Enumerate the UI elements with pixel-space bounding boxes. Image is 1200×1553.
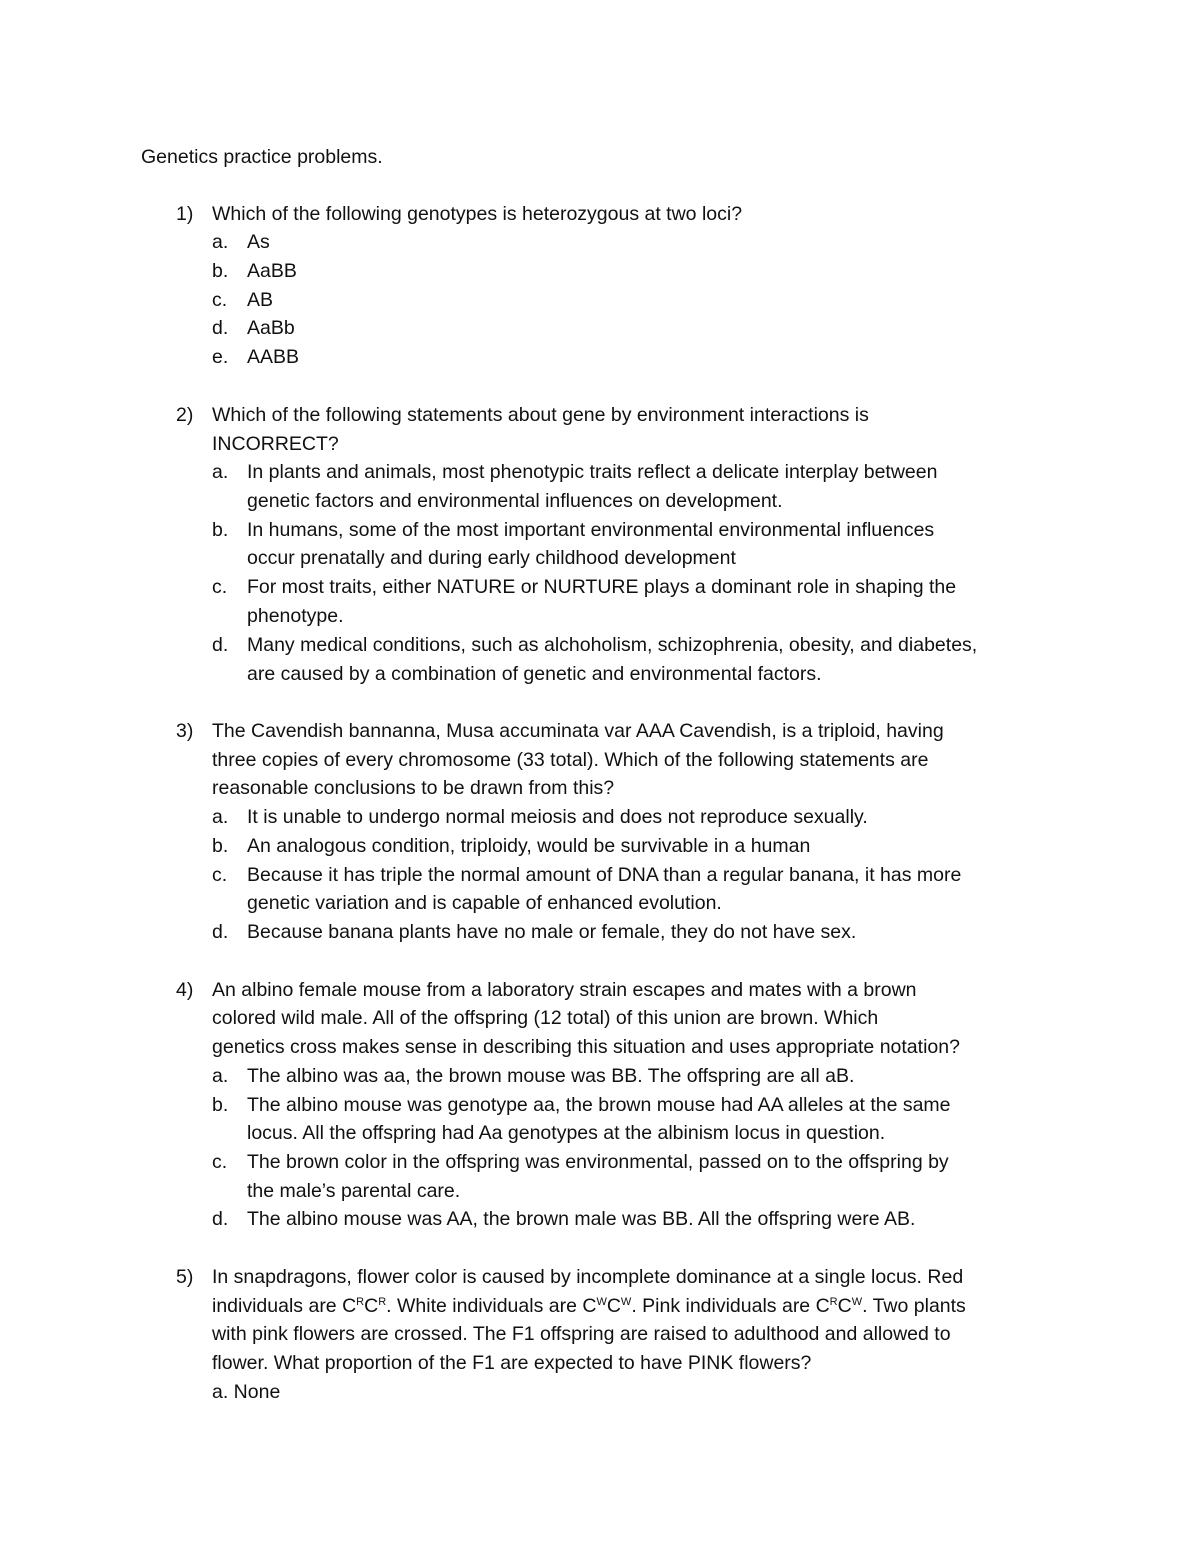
option-text: An analogous condition, triploidy, would be survivable in a human: [247, 835, 811, 857]
question-number: 3): [176, 720, 194, 742]
genotype-white: $C^WC^W$: [582, 1295, 632, 1317]
question-text: An albino female mouse from a laboratory strain escapes and mates with a brown: [212, 979, 917, 1001]
question-text: three copies of every chromosome (33 total). Which of the following statements are: [212, 749, 929, 771]
option-letter: b.: [212, 519, 229, 541]
option-letter: b.: [212, 1094, 229, 1116]
option-letter: b.: [212, 260, 229, 282]
option-text: a. None: [212, 1381, 281, 1403]
option-text: AaBb: [247, 317, 295, 339]
option-letter: a.: [212, 1065, 229, 1087]
option-letter: a.: [212, 806, 229, 828]
option-text: For most traits, either NATURE or NURTURE plays a dominant role in shaping the: [247, 576, 957, 598]
option-text: locus. All the offspring had Aa genotypes at the albinism locus in question.: [247, 1122, 886, 1144]
question-text: reasonable conclusions to be drawn from this?: [212, 777, 615, 799]
question-text: genetics cross makes sense in describing this situation and uses appropriate notation?: [212, 1036, 960, 1058]
question-number: 5): [176, 1266, 194, 1288]
question-text: flower. What proportion of the F1 are expected to have PINK flowers?: [212, 1352, 812, 1374]
option-text: AABB: [247, 346, 300, 368]
question-number: 1): [176, 203, 194, 225]
option-letter: e.: [212, 346, 229, 368]
option-letter: c.: [212, 576, 228, 598]
question-text: The Cavendish bannanna, Musa accuminata var AAA Cavendish, is a triploid, having: [212, 720, 944, 742]
option-text: phenotype.: [247, 605, 344, 627]
option-text: As: [247, 231, 270, 253]
option-letter: d.: [212, 317, 229, 339]
option-letter: d.: [212, 634, 229, 656]
option-text: AaBB: [247, 260, 297, 282]
option-text: genetic factors and environmental influences on development.: [247, 490, 783, 512]
genotype-red: $C^RC^R$: [342, 1295, 387, 1317]
document-title: Genetics practice problems.: [141, 146, 383, 168]
option-text: genetic variation and is capable of enhanced evolution.: [247, 892, 722, 914]
question-text-genotypes: individuals are $C^RC^R$. White individuals are $C^WC^W$. Pink individuals are $C^RC^W$. Two plants: [212, 1295, 966, 1317]
option-text: Because banana plants have no male or female, they do not have sex.: [247, 921, 857, 943]
option-letter: a.: [212, 231, 229, 253]
question-text: with pink flowers are crossed. The F1 offspring are raised to adulthood and allowed to: [212, 1323, 951, 1345]
option-text: Because it has triple the normal amount of DNA than a regular banana, it has more: [247, 864, 962, 886]
option-letter: b.: [212, 835, 229, 857]
option-text: It is unable to undergo normal meiosis and does not reproduce sexually.: [247, 806, 868, 828]
option-letter: d.: [212, 1208, 229, 1230]
option-text: occur prenatally and during early childhood development: [247, 547, 736, 569]
question-number: 2): [176, 404, 194, 426]
question-text: colored wild male. All of the offspring (12 total) of this union are brown. Which: [212, 1007, 879, 1029]
option-text: the male’s parental care.: [247, 1180, 461, 1202]
question-text: Which of the following genotypes is heterozygous at two loci?: [212, 203, 743, 225]
question-text: INCORRECT?: [212, 433, 339, 455]
option-letter: c.: [212, 289, 228, 311]
option-text: are caused by a combination of genetic and environmental factors.: [247, 663, 822, 685]
option-text: AB: [247, 289, 274, 311]
option-text: The albino was aa, the brown mouse was BB. The offspring are all aB.: [247, 1065, 855, 1087]
option-letter: c.: [212, 864, 228, 886]
option-text: In humans, some of the most important environmental environmental influences: [247, 519, 935, 541]
question-text: Which of the following statements about gene by environment interactions is: [212, 404, 869, 426]
option-text: The albino mouse was genotype aa, the brown mouse had AA alleles at the same: [247, 1094, 951, 1116]
option-letter: a.: [212, 461, 229, 483]
option-letter: c.: [212, 1151, 228, 1173]
option-text: The brown color in the offspring was environmental, passed on to the offspring by: [247, 1151, 949, 1173]
option-text: Many medical conditions, such as alchoholism, schizophrenia, obesity, and diabetes,: [247, 634, 978, 656]
genotype-pink: $C^RC^W$: [815, 1295, 863, 1317]
question-text: In snapdragons, flower color is caused by incomplete dominance at a single locus. Red: [212, 1266, 964, 1288]
question-number: 4): [176, 979, 194, 1001]
option-text: The albino mouse was AA, the brown male was BB. All the offspring were AB.: [247, 1208, 916, 1230]
option-letter: d.: [212, 921, 229, 943]
option-text: In plants and animals, most phenotypic traits reflect a delicate interplay between: [247, 461, 938, 483]
